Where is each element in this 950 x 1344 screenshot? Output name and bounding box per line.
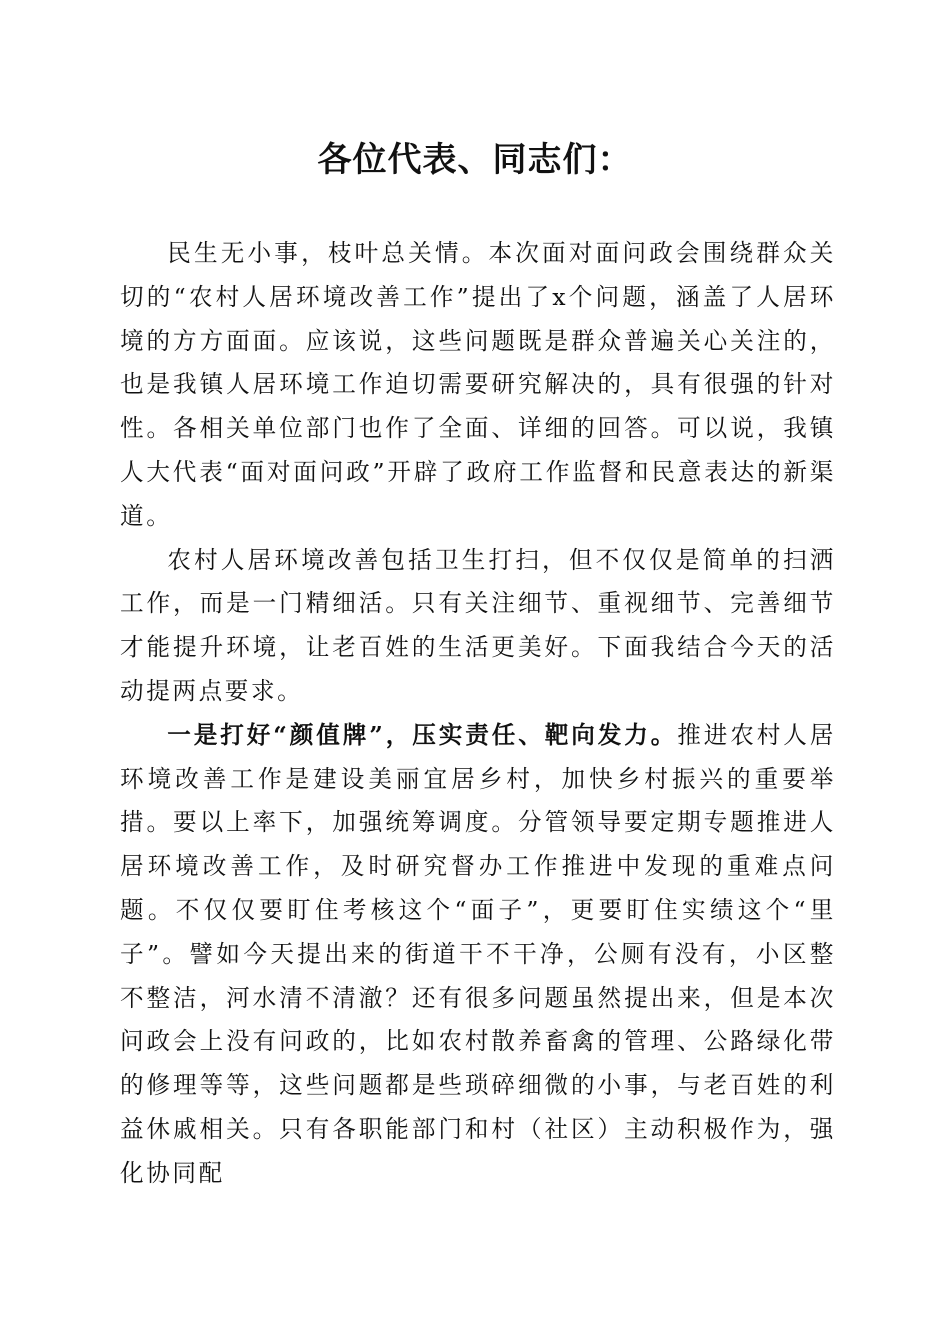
paragraph-intro-text: 民生无小事，枝叶总关情。本次面对面问政会围绕群众关切的“农村人居环境改善工作”提出了x个问题，涵盖了人居环境的方方面面。应该说，这些问题既是群众普遍关心关注的，也是我镇人居环境工作迫切需要研究解决的，具有很强的针对性。各相关单位部门也作了全面、详细的回答。可以说，我镇人大代表“面对面问政”开辟了政府工作监督和民意表达的新渠道。: [120, 239, 836, 530]
page-title: 各位代表、同志们：: [317, 140, 633, 180]
paragraph-requirement-one-lead: 一是打好“颜值牌”，压实责任、靶向发力。: [167, 720, 678, 749]
paragraph-requirement-one-text: 推进农村人居环境改善工作是建设美丽宜居乡村，加快乡村振兴的重要举措。要以上率下，加强统筹调度。分管领导要定期专题推进人居环境改善工作，及时研究督办工作推进中发现的重难点问题。不仅仅要盯住考核这个“面子”，更要盯住实绩这个“里子”。譬如今天提出来的街道干不干净，公厕有没有，小区整不整洁，河水清不清澈？还有很多问题虽然提出来，但是本次问政会上没有问政的，比如农村散养畜禽的管理、公路绿化带的修理等等，这些问题都是些琐碎细微的小事，与老百姓的利益休戚相关。只有各职能部门和村（社区）主动积极作为，强化协同配: [120, 720, 836, 1187]
paragraph-intro: [120, 232, 836, 539]
document-body: [120, 232, 836, 1196]
paragraph-requirement-one: [120, 714, 836, 1196]
paragraph-overview: [120, 539, 836, 714]
paragraph-overview-text: 农村人居环境改善包括卫生打扫，但不仅仅是简单的扫洒工作，而是一门精细活。只有关注细节、重视细节、完善细节才能提升环境，让老百姓的生活更美好。下面我结合今天的活动提两点要求。: [120, 545, 836, 705]
